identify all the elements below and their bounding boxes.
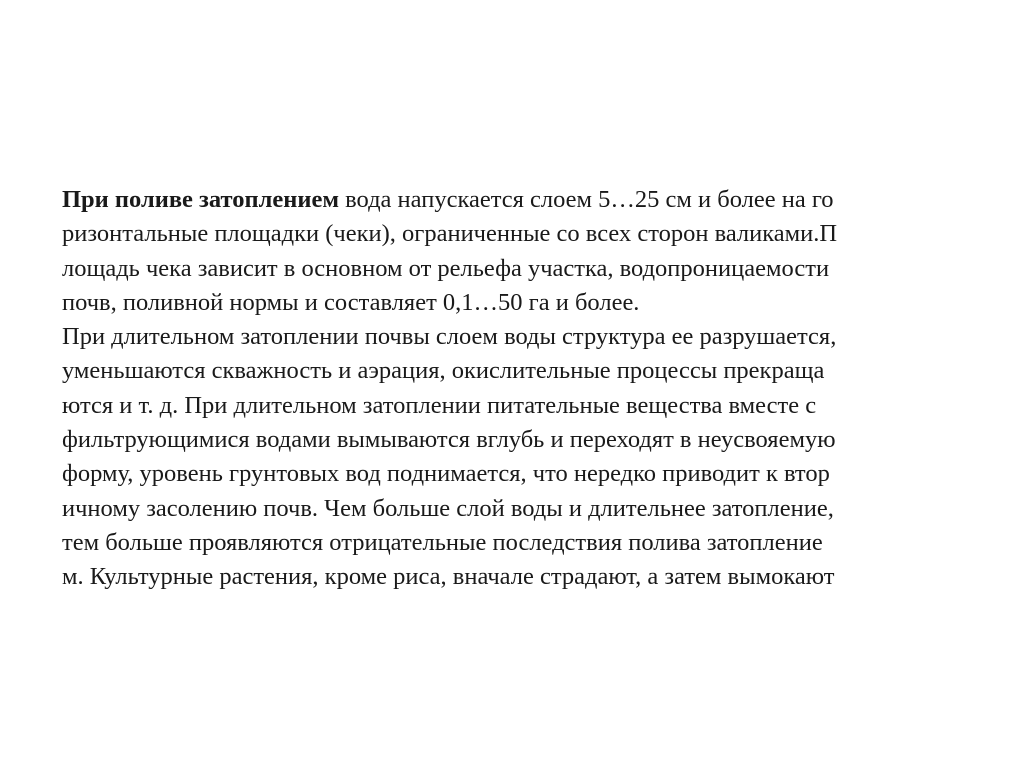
- text-line: [62, 183, 982, 217]
- text-line: тем больше проявляются отрицательные последствия полива затопление: [62, 528, 823, 556]
- text-line: При длительном затоплении почвы слоем воды структура ее разрушается,: [62, 323, 837, 351]
- text-line: м. Культурные растения, кроме риса, вначале страдают, а затем вымокают: [62, 563, 835, 591]
- text-line: ичному засолению почв. Чем больше слой воды и длительнее затопление,: [62, 494, 834, 522]
- bold-term: При поливе затоплением: [62, 186, 340, 213]
- text-line: ризонтальные площадки (чеки), ограниченные со всех сторон валиками.П: [62, 220, 838, 248]
- text-line: лощадь чека зависит в основном от рельефа участка, водопроницаемости: [62, 254, 830, 282]
- text-line: ются и т. д. При длительном затоплении питательные вещества вместе с: [62, 391, 817, 419]
- text-line: почв, поливной нормы и составляет 0,1…50 га и более.: [62, 288, 640, 316]
- text-fragment: вода напускается слоем 5…25 см и более на го: [339, 186, 834, 213]
- body-text: [62, 183, 982, 595]
- text-line: форму, уровень грунтовых вод поднимается, что нередко приводит к втор: [62, 460, 830, 488]
- text-line: фильтрующимися водами вымываются вглубь и переходят в неусвояемую: [62, 426, 836, 454]
- text-line: уменьшаются скважность и аэрация, окислительные процессы прекраща: [62, 357, 825, 385]
